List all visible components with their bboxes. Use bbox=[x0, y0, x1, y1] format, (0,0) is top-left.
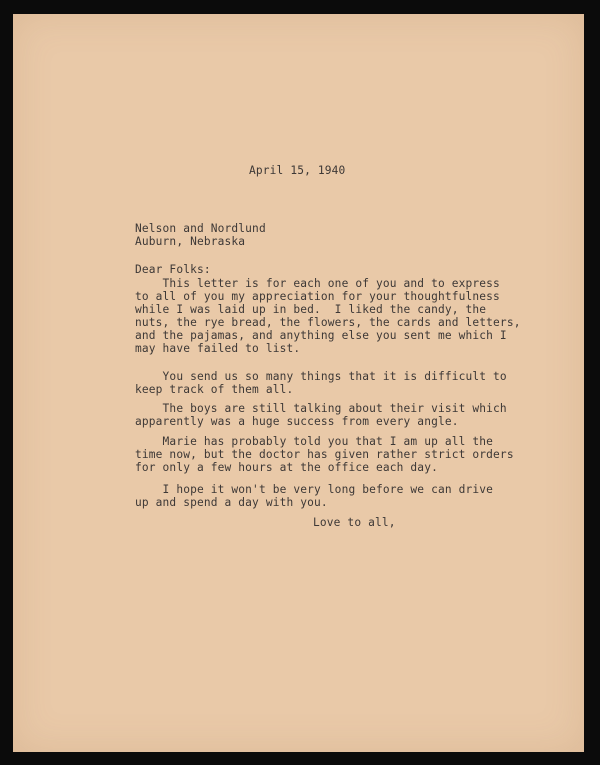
paragraph-line: for only a few hours at the office each day. bbox=[135, 461, 438, 474]
body-paragraph bbox=[135, 277, 521, 355]
body-paragraph bbox=[135, 435, 514, 474]
paragraph-line: apparently was a huge success from every angle. bbox=[135, 415, 459, 428]
recipient-location: Auburn, Nebraska bbox=[135, 235, 246, 248]
paragraph-line: nuts, the rye bread, the flowers, the cards and letters, bbox=[135, 316, 521, 329]
paragraph-line: keep track of them all. bbox=[135, 383, 294, 396]
paragraph-line: You send us so many things that it is difficult to bbox=[135, 370, 507, 383]
closing: Love to all, bbox=[313, 516, 396, 529]
paragraph-line: while I was laid up in bed. I liked the candy, the bbox=[135, 303, 487, 316]
paragraph-line: time now, but the doctor has given rather strict orders bbox=[135, 448, 514, 461]
paragraph-line: and the pajamas, and anything else you sent me which I bbox=[135, 329, 507, 342]
recipient-name: Nelson and Nordlund bbox=[135, 222, 266, 235]
paragraph-line: This letter is for each one of you and to express bbox=[135, 277, 500, 290]
salutation: Dear Folks: bbox=[135, 263, 211, 276]
paragraph-line: I hope it won't be very long before we can drive bbox=[135, 483, 494, 496]
paragraph-line: The boys are still talking about their visit which bbox=[135, 402, 507, 415]
body-paragraph bbox=[135, 370, 507, 396]
body-paragraph bbox=[135, 483, 493, 509]
body-paragraph bbox=[135, 402, 507, 428]
paragraph-line: may have failed to list. bbox=[135, 342, 301, 355]
letter-page bbox=[13, 14, 584, 752]
paragraph-line: up and spend a day with you. bbox=[135, 496, 328, 509]
paragraph-line: to all of you my appreciation for your thoughtfulness bbox=[135, 290, 500, 303]
paragraph-line: Marie has probably told you that I am up all the bbox=[135, 435, 494, 448]
letter-date: April 15, 1940 bbox=[249, 164, 346, 177]
